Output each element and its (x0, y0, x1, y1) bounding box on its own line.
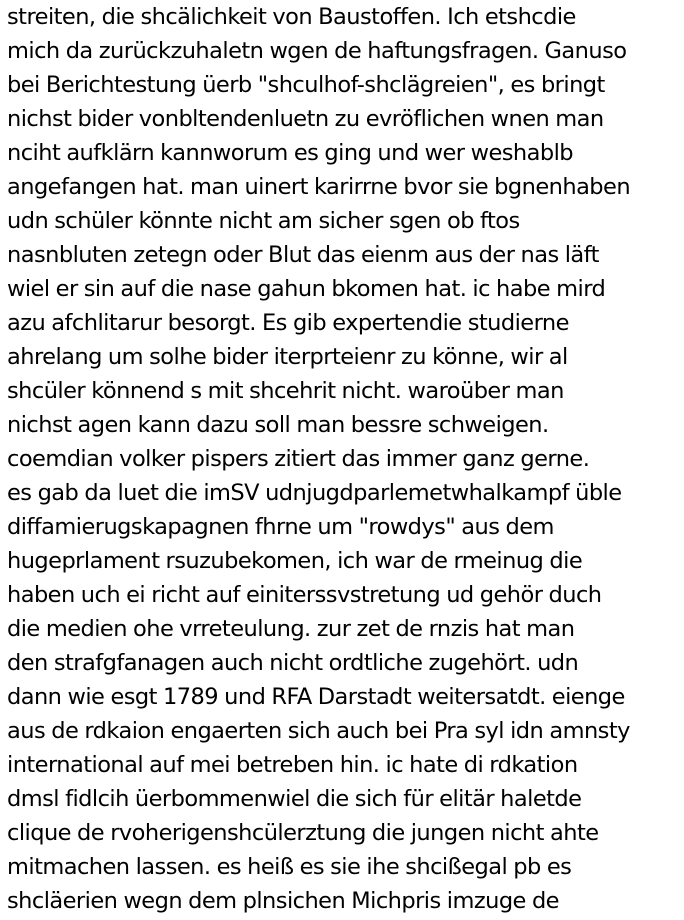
text-line: bei Berichtestung üerb "shculhof-shclägreien", es bringt (7, 72, 605, 98)
text-line: dmsl fidlcih üerbommenwiel die sich für elitär haletde (7, 786, 582, 812)
text-line: haben uch ei richt auf einiterssvstretung ud gehör duch (7, 582, 602, 608)
text-line: nichst agen kann dazu soll man bessre schweigen. (7, 412, 549, 438)
text-line: international auf mei betreben hin. ic hate di rdkation (7, 752, 578, 778)
text-line: den strafgfanagen auch nicht ordtliche zugehört. udn (7, 650, 579, 676)
text-line: mich da zurückzuhaletn wgen de haftungsfragen. Ganuso (7, 38, 627, 64)
text-line: shcläerien wegn dem plnsichen Michpris imzuge de (7, 888, 559, 914)
text-line: ahrelang um solhe bider iterprteienr zu könne, wir al (7, 344, 568, 370)
text-line: nichst bider vonbltendenluetn zu evröflichen wnen man (7, 106, 604, 132)
text-line: wiel er sin auf die nase gahun bkomen hat. ic habe mird (7, 276, 606, 302)
text-line: mitmachen lassen. es heiß es sie ihe shcißegal pb es (7, 854, 572, 880)
text-line: shcüler könnend s mit shcehrit nicht. waroüber man (7, 378, 564, 404)
text-line: nasnbluten zetegn oder Blut das eienm aus der nas läft (7, 242, 599, 268)
text-line: aus de rdkaion engaerten sich auch bei Pra syl idn amnsty (7, 718, 630, 744)
text-line: nciht aufklärn kannworum es ging und wer weshablb (7, 140, 574, 166)
text-line: udn schüler könnte nicht am sicher sgen ob ftos (7, 208, 520, 234)
text-line: diffamierugskapagnen fhrne um "rowdys" aus dem (7, 514, 554, 540)
text-line: hugeprlament rsuzubekomen, ich war de rmeinug die (7, 548, 583, 574)
text-line: dann wie esgt 1789 und RFA Darstadt weitersatdt. eienge (7, 684, 625, 710)
text-line: es gab da luet die imSV udnjugdparlemetwhalkampf üble (7, 480, 622, 506)
text-line: angefangen hat. man uinert karirrne bvor sie bgnenhaben (7, 174, 631, 200)
text-line: clique de rvoherigenshcülerztung die jungen nicht ahte (7, 820, 599, 846)
document-body-text (7, 0, 684, 918)
text-line: azu afchlitarur besorgt. Es gib expertendie studierne (7, 310, 569, 336)
text-line: coemdian volker pispers zitiert das immer ganz gerne. (7, 446, 590, 472)
text-line: die medien ohe vrreteulung. zur zet de rnzis hat man (7, 616, 575, 642)
text-line: streiten, die shcälichkeit von Baustoffen. Ich etshcdie (7, 4, 576, 30)
